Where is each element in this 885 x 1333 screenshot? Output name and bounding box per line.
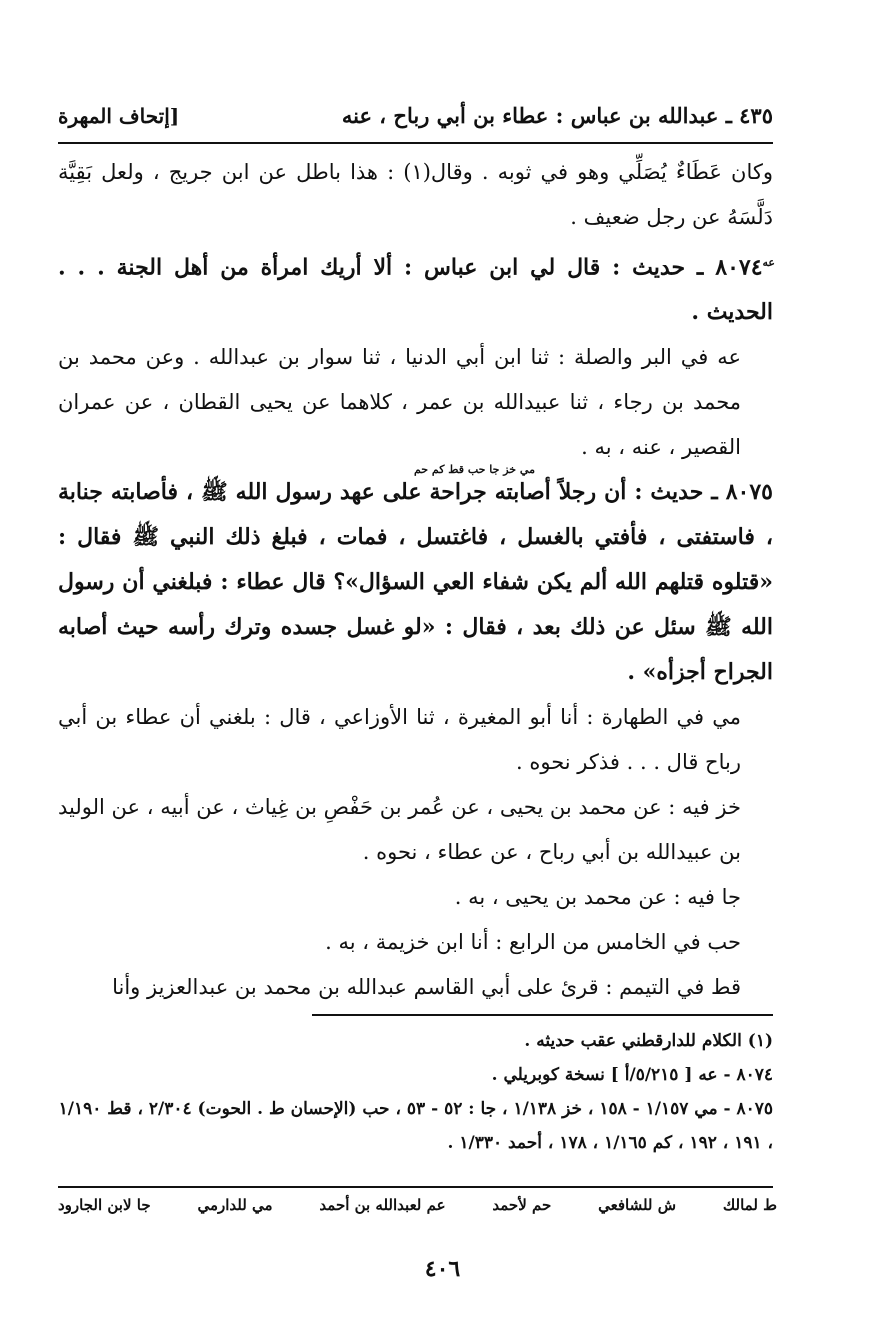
legend-item: حم لأحمد (492, 1196, 552, 1214)
footnote-1: (١) الكلام للدارقطني عقب حديثه . (524, 1031, 773, 1051)
hadith-8074: $^{عه}$٨٠٧٤ ـ حديث : قال لي ابن عباس : ألا أريك امرأة من أهل الجنة . . . الحديث . (58, 254, 775, 326)
header-title: ٤٣٥ ـ عبدالله بن عباس : عطاء بن أبي رباح ، عنه (341, 103, 773, 128)
footnote-8075: ٨٠٧٥ - مي ١/١٥٧ - ١٥٨ ، خز ١/١٣٨ ، جا : ٥٢ - ٥٣ ، حب (الإحسان ط . الحوت) ٢/٣٠٤ ، قط ١/١٩٠ ، ١٩١ ، ١٩٢ ، كم ١/١٦٥ ، ١٧٨ ، أحمد ١/٣٣٠ . (58, 1099, 773, 1153)
footnote-8074: ٨٠٧٤ - عه [ ٥/٢١٥/أ ] نسخة كوبريلي . (491, 1065, 773, 1085)
paragraph-qt: قط في التيمم : قرئ على أبي القاسم عبدالله بن محمد بن عبدالعزيز وأنا (112, 975, 741, 1000)
page-number: ٤٠٦ (424, 1256, 461, 1282)
hadith-8075-source-marks: مي خز جا حب قط كم حم (413, 463, 535, 477)
paragraph-khz: خز فيه : عن محمد بن يحيى ، عن عُمر بن حَفْصِ بن غِياث ، عن أبيه ، عن الوليد بن عبيدالله بن أبي رباح ، عن عطاء ، نحوه . (58, 795, 741, 865)
paragraph-ja: جا فيه : عن محمد بن يحيى ، به . (454, 885, 741, 910)
legend-item: مي للدارمي (197, 1196, 273, 1214)
paragraph-intro: وكان عَطَاءٌ يُصَلِّي وهو في ثوبه . وقال(١) : هذا باطل عن ابن جريج ، ولعل بَقِيَّة دَلَّسَهُ عن رجل ضعيف . (58, 160, 773, 229)
legend-item: ط لمالك (722, 1196, 777, 1214)
hadith-8074-source-mark: عه (762, 256, 775, 269)
footnote-divider (312, 1014, 773, 1016)
paragraph-hb: حب في الخامس من الرابع : أنا ابن خزيمة ، به . (325, 930, 741, 955)
abbreviation-legend (58, 1196, 777, 1214)
main-text (58, 150, 773, 1010)
hadith-8075: ٨٠٧٥ ـ حديث : أن رجلاً أصابته جراحة على عهد رسول الله ﷺ ، فأصابته جنابة ، فاستفتى ، فأفتي بالغسل ، فاغتسل ، فمات ، فبلغ ذلك النبي ﷺ فقال : «قتلوه قتلهم الله ألم يكن شفاء العي السؤال»؟ قال عطاء : فبلغني أن رسول الله ﷺ سئل عن ذلك بعد ، فقال : «لو غسل جسده وترك رأسه حيث أصابه الجراح أجزأه» . (58, 479, 773, 686)
paragraph-mi: مي في الطهارة : أنا أبو المغيرة ، ثنا الأوزاعي ، قال : بلغني أن عطاء بن أبي رباح قال . . . فذكر نحوه . (58, 705, 741, 775)
header-book-name: [إتحاف المهرة (58, 104, 180, 128)
header-divider (58, 142, 773, 144)
legend-item: ش للشافعي (598, 1196, 677, 1214)
footnotes (58, 1024, 773, 1160)
paragraph-8074-source: عه في البر والصلة : ثنا ابن أبي الدنيا ، ثنا سوار بن عبدالله . وعن محمد بن محمد بن رجاء ، ثنا عبيدالله بن عمر ، كلاهما عن يحيى القطان ، عن عمران القصير ، عنه ، به . (58, 345, 741, 460)
running-header (58, 88, 773, 128)
legend-item: عم لعبدالله بن أحمد (319, 1196, 446, 1214)
legend-divider (58, 1186, 773, 1188)
legend-item: جا لابن الجارود (58, 1196, 151, 1214)
